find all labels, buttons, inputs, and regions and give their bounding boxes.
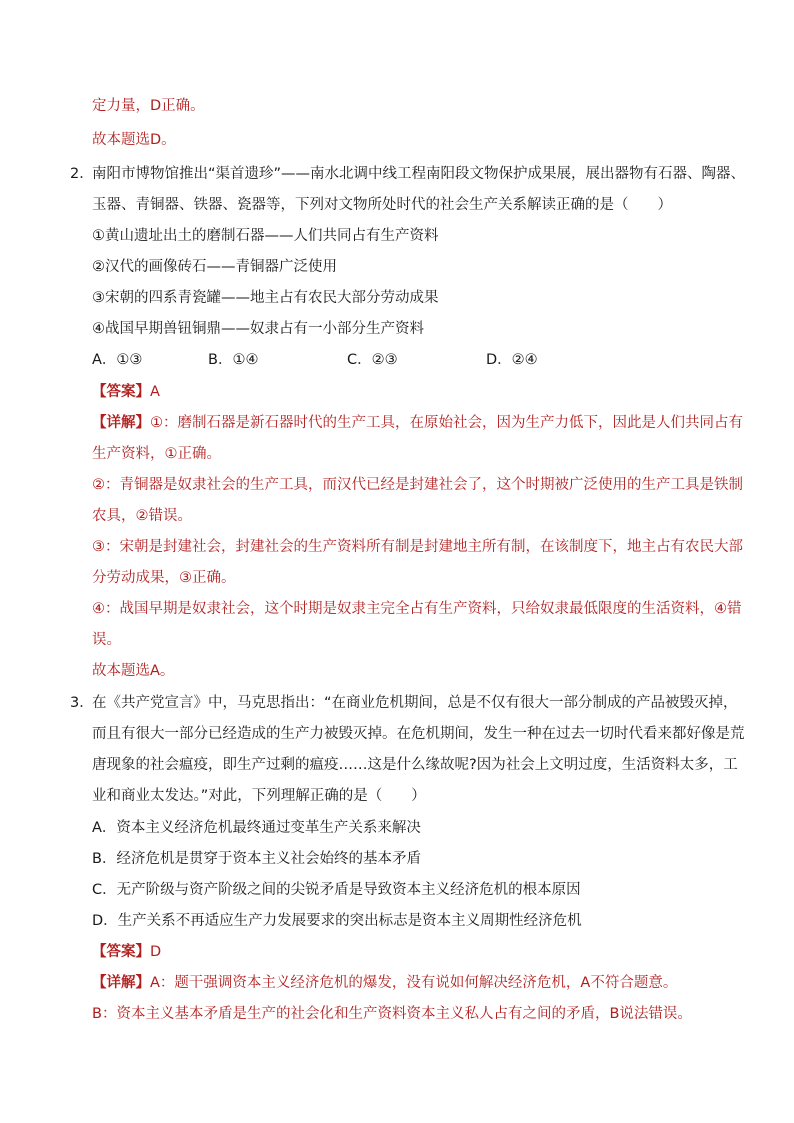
prev-conclusion: 故本题选D。 bbox=[92, 132, 176, 148]
question-2-detail-4b: 误。 bbox=[92, 632, 121, 648]
question-2-item-1: ①黄山遗址出土的磨制石器——人们共同占有生产资料 bbox=[92, 228, 439, 244]
question-3-stem-line4: 业和商业太发达。”对此，下列理解正确的是（ ） bbox=[92, 788, 426, 804]
question-3-answer bbox=[92, 942, 161, 962]
detail-text: A：题干强调资本主义经济危机的爆发，没有说如何解决经济危机，A不符合题意。 bbox=[150, 975, 678, 991]
question-3-detail-a bbox=[92, 973, 677, 993]
question-2-stem-line2: 玉器、青铜器、铁器、瓷器等，下列对文物所处时代的社会生产关系解读正确的是（ ） bbox=[92, 197, 672, 213]
question-2-detail-2a: ②：青铜器是奴隶社会的生产工具，而汉代已经是封建社会了，这个时期被广泛使用的生产工具是铁制 bbox=[92, 477, 743, 493]
question-2-detail-4a: ④：战国早期是奴隶社会，这个时期是奴隶主完全占有生产资料，只给奴隶最低限度的生活资料，④错 bbox=[92, 601, 742, 617]
question-3-stem-line2: 而且有很大一部分已经造成的生产力被毁灭掉。在危机期间，发生一种在过去一切时代看来都好像是荒 bbox=[92, 726, 745, 742]
question-2-detail-3b: 分劳动成果，③正确。 bbox=[92, 570, 236, 586]
question-3-stem-line1: 在《共产党宣言》中，马克思指出：“在商业危机期间，总是不仅有很大一部分制成的产品被毁灭掉， bbox=[92, 695, 738, 711]
detail-tag: 【详解】 bbox=[92, 975, 150, 991]
detail-tag: 【详解】 bbox=[92, 415, 150, 431]
question-2-item-3: ③宋朝的四系青瓷罐——地主占有农民大部分劳动成果 bbox=[92, 290, 439, 306]
answer-value: A bbox=[150, 384, 160, 400]
question-2-detail-1b: 生产资料，①正确。 bbox=[92, 446, 221, 462]
question-3-detail-b: B：资本主义基本矛盾是生产的社会化和生产资料资本主义私人占有之间的矛盾，B说法错误。 bbox=[92, 1006, 692, 1022]
question-2-stem-line1: 南阳市博物馆推出“渠首遗珍”——南水北调中线工程南阳段文物保护成果展，展出器物有石器、陶器、 bbox=[92, 166, 746, 182]
question-2-answer bbox=[92, 382, 160, 402]
prev-explanation-tail: 定力量，D正确。 bbox=[92, 98, 205, 114]
question-2-option-b: B．①④ bbox=[208, 352, 259, 368]
question-2-option-d: D．②④ bbox=[486, 352, 538, 368]
question-3-option-d: D．生产关系不再适应生产力发展要求的突出标志是资本主义周期性经济危机 bbox=[92, 913, 582, 929]
question-2-detail-2b: 农具，②错误。 bbox=[92, 508, 192, 524]
answer-tag: 【答案】 bbox=[92, 944, 150, 960]
question-2-option-c: C．②③ bbox=[347, 352, 398, 368]
question-2-conclusion: 故本题选A。 bbox=[92, 663, 175, 679]
question-2-detail-3a: ③：宋朝是封建社会，封建社会的生产资料所有制是封建地主所有制，在该制度下，地主占有农民大部 bbox=[92, 539, 743, 555]
question-2-item-2: ②汉代的画像砖石——青铜器广泛使用 bbox=[92, 259, 337, 275]
question-3-option-b: B．经济危机是贯穿于资本主义社会始终的基本矛盾 bbox=[92, 851, 421, 867]
question-3-option-a: A．资本主义经济危机最终通过变革生产关系来解决 bbox=[92, 820, 421, 836]
question-3-stem-line3: 唐现象的社会瘟疫，即生产过剩的瘟疫……这是什么缘故呢?因为社会上文明过度，生活资料太多，工 bbox=[92, 757, 738, 773]
question-2-option-a: A．①③ bbox=[92, 352, 143, 368]
question-2-item-4: ④战国早期兽钮铜鼎——奴隶占有一小部分生产资料 bbox=[92, 321, 424, 337]
detail-text: ①：磨制石器是新石器时代的生产工具，在原始社会，因为生产力低下，因此是人们共同占有 bbox=[150, 415, 743, 431]
answer-tag: 【答案】 bbox=[92, 384, 150, 400]
question-3-option-c: C．无产阶级与资产阶级之间的尖锐矛盾是导致资本主义经济危机的根本原因 bbox=[92, 882, 581, 898]
answer-value: D bbox=[150, 944, 162, 960]
question-2-detail-1a bbox=[92, 413, 743, 433]
question-2-number: 2． bbox=[70, 166, 94, 182]
question-3-number: 3． bbox=[70, 695, 94, 711]
